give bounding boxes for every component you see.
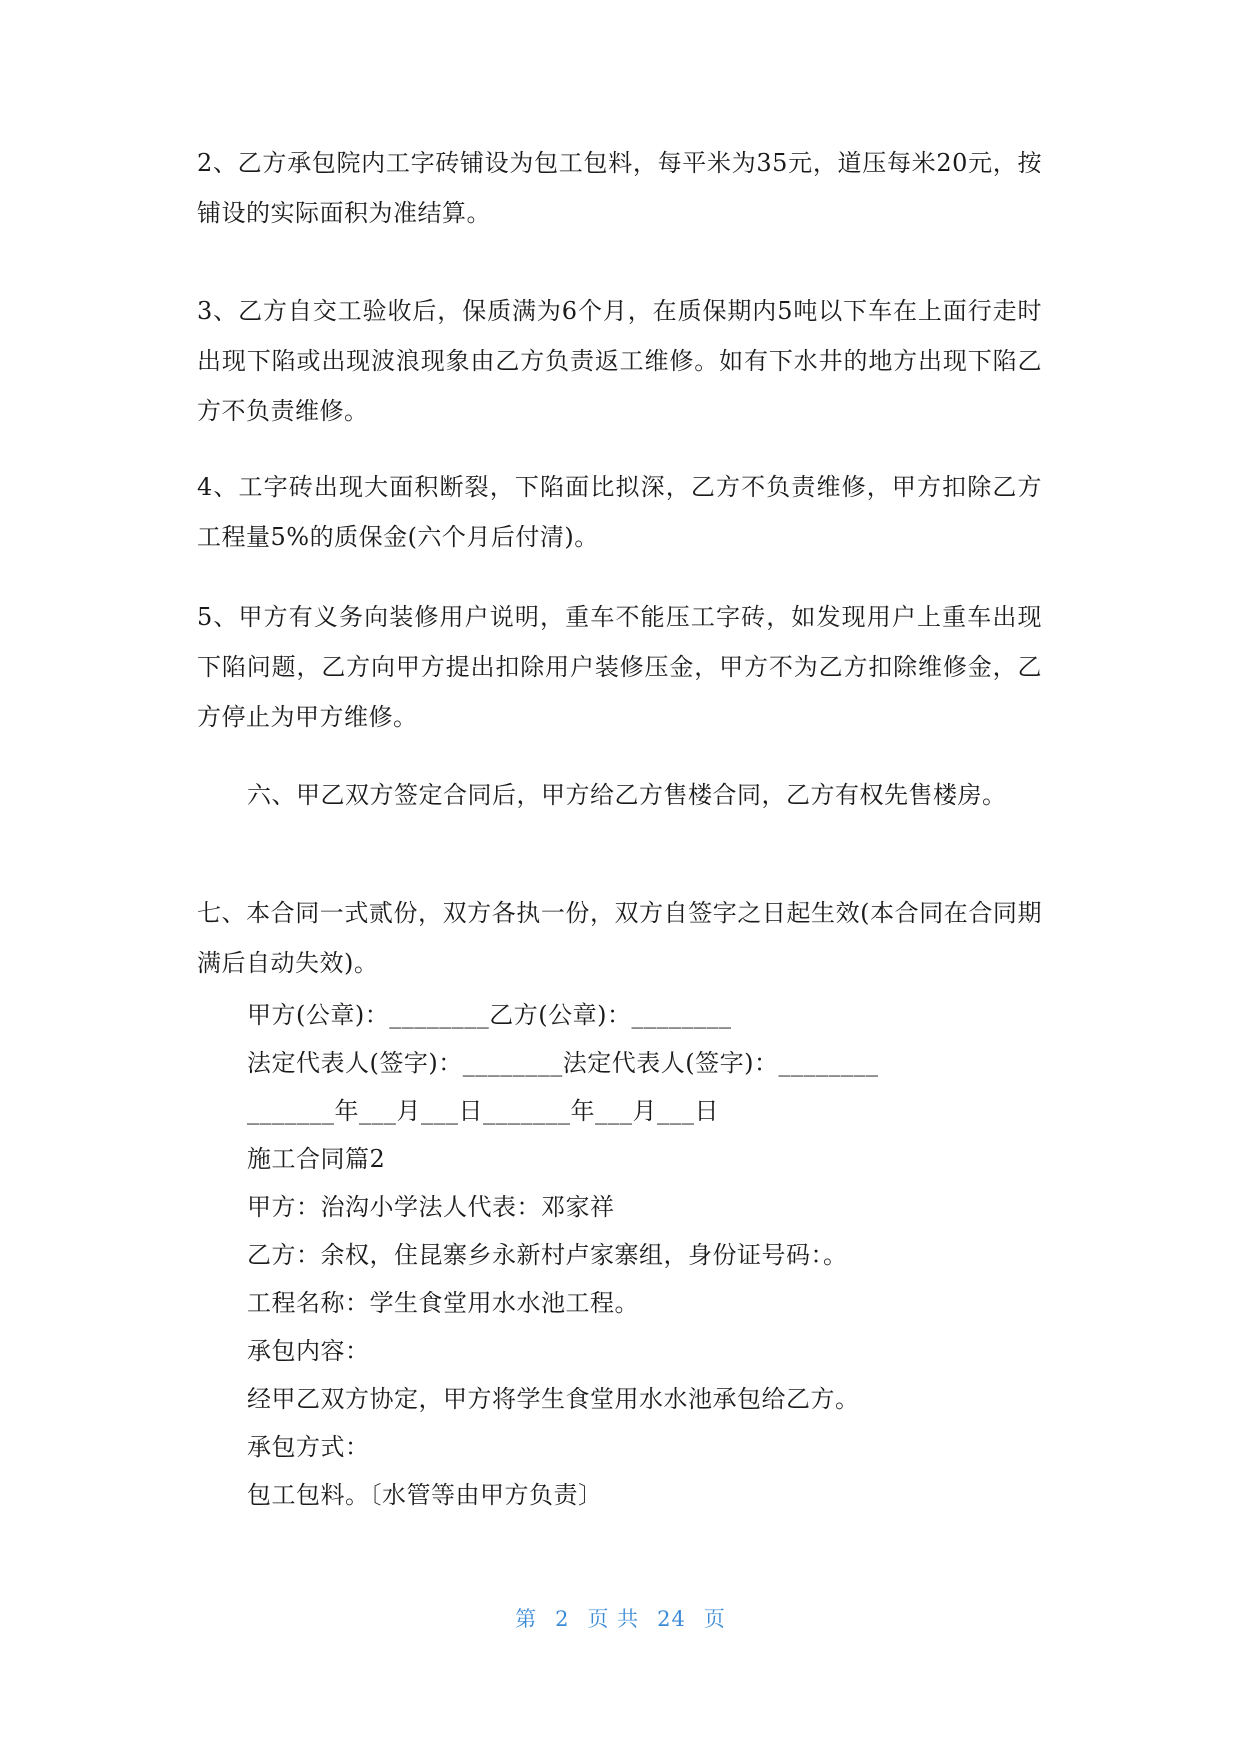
party-b-line: 乙方：余权，住昆寨乡永新村卢家寨组，身份证号码：。 [247,1241,848,1269]
page-footer [0,1603,1241,1633]
total-page-count: 24 [657,1607,686,1631]
seal-signature-line: 甲方(公章)：________乙方(公章)：________ [247,1001,732,1029]
clause-6-line: 六、甲乙双方签定合同后，甲方给乙方售楼合同，乙方有权先售楼房。 [247,781,1007,809]
clause-2-paragraph: 2、乙方承包院内工字砖铺设为包工包料，每平米为35元，道压每米20元，按铺设的实际面积为准结算。 [197,149,1042,227]
date-signature-line: _______年___月___日_______年___月___日 [247,1097,719,1125]
representative-signature-line: 法定代表人(签字)：________法定代表人(签字)：________ [247,1049,879,1077]
footer-ye: 页 [703,1607,726,1631]
scope-text: 经甲乙双方协定，甲方将学生食堂用水水池承包给乙方。 [247,1385,860,1413]
project-name-line: 工程名称：学生食堂用水水池工程。 [247,1289,639,1317]
method-label: 承包方式： [247,1433,370,1461]
party-a-line: 甲方：治沟小学法人代表：邓家祥 [247,1193,615,1221]
footer-di: 第 [515,1607,538,1631]
clause-3-paragraph: 3、乙方自交工验收后，保质满为6个月，在质保期内5吨以下车在上面行走时出现下陷或出现波浪现象由乙方负责返工维修。如有下水井的地方出现下陷乙方不负责维修。 [197,297,1042,425]
clause-7-paragraph: 七、本合同一式贰份，双方各执一份，双方自签字之日起生效(本合同在合同期满后自动失效)。 [197,899,1042,977]
footer-ye-gong: 页 共 [587,1607,640,1631]
clause-5-paragraph: 5、甲方有义务向装修用户说明，重车不能压工字砖，如发现用户上重车出现下陷问题，乙方向甲方提出扣除用户装修压金，甲方不为乙方扣除维修金，乙方停止为甲方维修。 [197,603,1042,731]
current-page-number: 2 [555,1607,570,1631]
contract-2-title: 施工合同篇2 [247,1145,386,1173]
scope-label: 承包内容： [247,1337,370,1365]
clause-4-paragraph: 4、工字砖出现大面积断裂，下陷面比拟深，乙方不负责维修，甲方扣除乙方工程量5%的质保金(六个月后付清)。 [197,473,1042,551]
method-text: 包工包料。〔水管等由甲方负责〕 [247,1481,603,1509]
